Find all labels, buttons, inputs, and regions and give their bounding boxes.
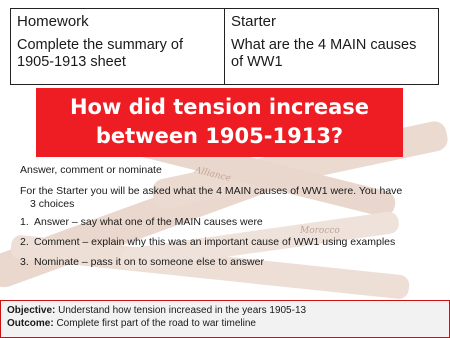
objective-label: Objective: (7, 305, 56, 316)
starter-heading: Starter (231, 13, 277, 30)
choice-item-comment (20, 236, 435, 249)
objective-line (7, 304, 443, 317)
choice-number: 3. (20, 256, 29, 268)
objective-text: Understand how tension increased in the years 1905-13 (58, 305, 307, 316)
outcome-text: Complete first part of the road to war timeline (56, 318, 256, 329)
homework-heading: Homework (17, 13, 89, 30)
background-label-alliance: Alliance (193, 165, 232, 185)
paragraph-line-2: 3 choices (30, 198, 75, 210)
instructions-paragraph (20, 185, 435, 211)
starter-cell (224, 9, 438, 84)
objective-outcome-box (0, 300, 450, 338)
outcome-label: Outcome: (7, 318, 54, 329)
choice-text: Comment – explain why this was an important cause of WW1 using examples (34, 236, 396, 248)
starter-text: What are the 4 MAIN causes of WW1 (231, 37, 417, 70)
background-label-morocco: Morocco (300, 226, 340, 236)
paragraph-line-1: For the Starter you will be asked what the 4 MAIN causes of WW1 were. You have (20, 185, 403, 197)
instructions (20, 164, 435, 276)
instructions-intro: Answer, comment or nominate (20, 164, 162, 176)
choice-item-answer (20, 216, 435, 229)
homework-text: Complete the summary of 1905-1913 sheet (17, 37, 184, 70)
homework-starter-table (10, 8, 439, 85)
choice-item-nominate (20, 256, 435, 269)
choice-number: 2. (20, 236, 29, 248)
choice-number: 1. (20, 216, 29, 228)
homework-cell (11, 9, 224, 84)
choice-text: Nominate – pass it on to someone else to answer (34, 256, 264, 268)
outcome-line (7, 317, 443, 330)
choice-text: Answer – say what one of the MAIN causes were (34, 216, 263, 228)
lesson-title: How did tension increase between 1905-1913? (36, 88, 403, 157)
